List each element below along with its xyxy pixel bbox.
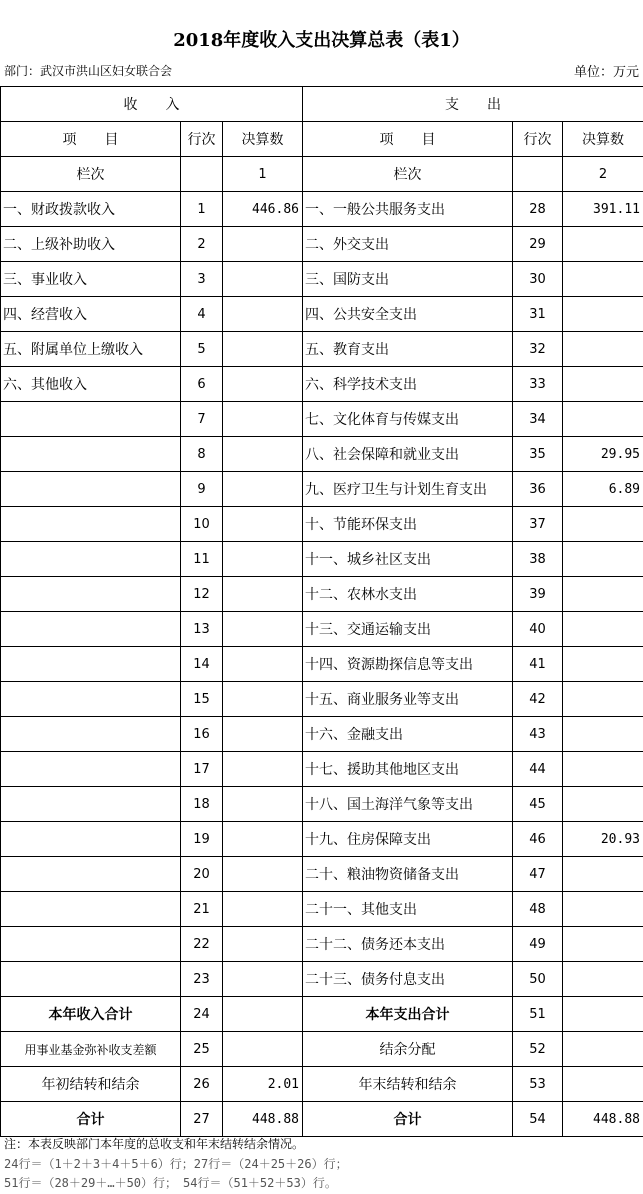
income-line-cell: 4 [181,297,223,332]
expense-amount-cell: 6.89 [563,472,643,507]
income-line-cell: 20 [181,857,223,892]
header-row-index [1,157,643,192]
expense-line-cell: 32 [513,332,563,367]
income-item-cell [1,402,181,437]
table-row [1,262,643,297]
income-item-cell: 二、上级补助收入 [1,227,181,262]
expense-amount-cell [563,752,643,787]
income-line-cell: 23 [181,962,223,997]
income-item-cell [1,682,181,717]
income-line-cell: 19 [181,822,223,857]
income-item-cell [1,752,181,787]
expense-amount-cell [563,787,643,822]
expense-amount-cell [563,962,643,997]
expense-item-cell: 二十三、债务付息支出 [303,962,513,997]
report-title: 2018年度收入支出决算总表（表1） [173,30,470,51]
income-amount-cell [223,787,303,822]
expense-item-cell: 十三、交通运输支出 [303,612,513,647]
income-line-cell: 21 [181,892,223,927]
expense-line-cell: 46 [513,822,563,857]
expense-line-cell: 36 [513,472,563,507]
income-amount-cell [223,962,303,997]
expense-column-row-label: 栏次 [303,157,513,192]
income-amount-cell [223,227,303,262]
expense-amount-cell: 20.93 [563,822,643,857]
income-item-cell [1,717,181,752]
expense-amount-cell [563,927,643,962]
expense-amount-header: 决算数 [563,122,643,157]
expense-item-cell: 十二、农林水支出 [303,577,513,612]
income-line-cell: 13 [181,612,223,647]
income-line-cell: 1 [181,192,223,227]
expense-item-cell: 十九、住房保障支出 [303,822,513,857]
income-amount-cell [223,297,303,332]
income-line-cell: 6 [181,367,223,402]
income-grand-total-amount: 448.88 [223,1102,303,1137]
table-row [1,787,643,822]
expense-line-cell: 47 [513,857,563,892]
expense-line-empty [513,157,563,192]
begin-balance-line: 26 [181,1067,223,1102]
table-row [1,297,643,332]
income-amount-cell [223,367,303,402]
department-label: 部门：武汉市洪山区妇女联合会 [4,64,173,78]
begin-balance-label: 年初结转和结余 [1,1067,181,1102]
table-row [1,752,643,787]
table-row [1,857,643,892]
expense-item-cell: 二十二、债务还本支出 [303,927,513,962]
income-column-number: 1 [223,157,303,192]
income-amount-cell [223,647,303,682]
income-item-cell [1,437,181,472]
income-item-cell [1,857,181,892]
income-amount-cell [223,857,303,892]
table-row [1,647,643,682]
income-line-cell: 5 [181,332,223,367]
expense-item-cell: 十六、金融支出 [303,717,513,752]
unit-label: 单位：万元 [573,65,639,80]
expense-line-header: 行次 [513,122,563,157]
expense-line-cell: 42 [513,682,563,717]
expense-amount-cell [563,332,643,367]
income-item-cell: 六、其他收入 [1,367,181,402]
footnote-formula-2: 51行＝（28＋29＋…＋50）行； 54行＝（51＋52＋53）行。 [4,1176,337,1190]
income-grand-total-line: 27 [181,1102,223,1137]
expense-item-cell: 十、节能环保支出 [303,507,513,542]
expense-total-label: 本年支出合计 [303,997,513,1032]
table-row [1,332,643,367]
table-row [1,892,643,927]
expense-line-cell: 34 [513,402,563,437]
expense-amount-cell [563,227,643,262]
income-line-cell: 12 [181,577,223,612]
expense-line-cell: 37 [513,507,563,542]
expense-amount-cell: 29.95 [563,437,643,472]
income-amount-cell [223,332,303,367]
expense-line-cell: 41 [513,647,563,682]
expense-amount-cell [563,577,643,612]
income-amount-cell [223,507,303,542]
expense-item-cell: 七、文化体育与传媒支出 [303,402,513,437]
income-total-label: 本年收入合计 [1,997,181,1032]
expense-line-cell: 38 [513,542,563,577]
expense-line-cell: 29 [513,227,563,262]
end-balance-amount [563,1067,643,1102]
expense-line-cell: 33 [513,367,563,402]
income-line-cell: 22 [181,927,223,962]
footnote-description: 注：本表反映部门本年度的总收支和年末结转结余情况。 [4,1137,305,1151]
income-grand-total-label: 合计 [1,1102,181,1137]
income-amount-cell [223,577,303,612]
income-amount-header: 决算数 [223,122,303,157]
income-item-cell [1,962,181,997]
grand-total-row [1,1102,643,1137]
table-row [1,962,643,997]
table-row [1,192,643,227]
expense-amount-cell [563,402,643,437]
expense-item-cell: 六、科学技术支出 [303,367,513,402]
table-row [1,367,643,402]
income-amount-cell [223,717,303,752]
income-line-cell: 9 [181,472,223,507]
income-item-cell [1,542,181,577]
income-line-cell: 10 [181,507,223,542]
income-line-cell: 14 [181,647,223,682]
income-amount-cell [223,927,303,962]
table-row [1,822,643,857]
income-amount-cell [223,402,303,437]
income-section-header: 收 入 [1,87,303,122]
income-amount-cell: 446.86 [223,192,303,227]
table-row [1,437,643,472]
income-total-line: 24 [181,997,223,1032]
income-line-header: 行次 [181,122,223,157]
footnote-formula-1: 24行＝（1＋2＋3＋4＋5＋6）行；27行＝（24＋25＋26）行； [4,1157,348,1171]
surplus-distribution-line: 52 [513,1032,563,1067]
expense-total-line: 51 [513,997,563,1032]
expense-line-cell: 28 [513,192,563,227]
expense-line-cell: 49 [513,927,563,962]
expense-line-cell: 50 [513,962,563,997]
expense-item-cell: 十一、城乡社区支出 [303,542,513,577]
income-column-row-label: 栏次 [1,157,181,192]
expense-line-cell: 39 [513,577,563,612]
income-item-cell [1,822,181,857]
income-line-cell: 7 [181,402,223,437]
expense-item-cell: 九、医疗卫生与计划生育支出 [303,472,513,507]
expense-item-header: 项 目 [303,122,513,157]
income-item-cell [1,647,181,682]
begin-balance-amount: 2.01 [223,1067,303,1102]
header-row-section [1,87,643,122]
expense-item-cell: 十五、商业服务业等支出 [303,682,513,717]
expense-item-cell: 二、外交支出 [303,227,513,262]
income-total-amount [223,997,303,1032]
expense-item-cell: 三、国防支出 [303,262,513,297]
expense-line-cell: 30 [513,262,563,297]
surplus-distribution-label: 结余分配 [303,1032,513,1067]
table-row [1,402,643,437]
expense-grand-total-label: 合计 [303,1102,513,1137]
income-amount-cell [223,892,303,927]
income-line-cell: 2 [181,227,223,262]
budget-table [0,86,643,1137]
expense-amount-cell [563,717,643,752]
expense-amount-cell [563,367,643,402]
income-line-cell: 3 [181,262,223,297]
income-item-cell: 五、附属单位上缴收入 [1,332,181,367]
income-item-cell: 四、经营收入 [1,297,181,332]
expense-amount-cell [563,612,643,647]
income-amount-cell [223,542,303,577]
table-row [1,472,643,507]
income-item-cell: 三、事业收入 [1,262,181,297]
income-line-cell: 8 [181,437,223,472]
income-item-cell [1,577,181,612]
income-amount-cell [223,682,303,717]
table-row [1,927,643,962]
header-row-columns [1,122,643,157]
table-row [1,577,643,612]
income-item-cell: 一、财政拨款收入 [1,192,181,227]
income-line-cell: 17 [181,752,223,787]
expense-amount-cell [563,542,643,577]
income-item-cell [1,892,181,927]
expense-item-cell: 十七、援助其他地区支出 [303,752,513,787]
income-line-cell: 15 [181,682,223,717]
expense-item-cell: 一、一般公共服务支出 [303,192,513,227]
expense-item-cell: 四、公共安全支出 [303,297,513,332]
income-item-cell [1,787,181,822]
income-item-cell [1,927,181,962]
income-line-cell: 18 [181,787,223,822]
expense-line-cell: 35 [513,437,563,472]
expense-amount-cell: 391.11 [563,192,643,227]
annual-total-row [1,997,643,1032]
expense-item-cell: 十八、国土海洋气象等支出 [303,787,513,822]
income-amount-cell [223,822,303,857]
expense-item-cell: 二十、粮油物资储备支出 [303,857,513,892]
table-row [1,717,643,752]
income-line-cell: 16 [181,717,223,752]
income-item-header: 项 目 [1,122,181,157]
fund-gap-line: 25 [181,1032,223,1067]
expense-amount-cell [563,892,643,927]
expense-line-cell: 31 [513,297,563,332]
income-amount-cell [223,752,303,787]
income-amount-cell [223,472,303,507]
table-row [1,612,643,647]
table-row [1,682,643,717]
expense-amount-cell [563,262,643,297]
expense-total-amount [563,997,643,1032]
expense-line-cell: 45 [513,787,563,822]
expense-amount-cell [563,297,643,332]
income-item-cell [1,612,181,647]
income-amount-cell [223,437,303,472]
expense-column-number: 2 [563,157,643,192]
income-item-cell [1,507,181,542]
expense-grand-total-amount: 448.88 [563,1102,643,1137]
expense-item-cell: 十四、资源勘探信息等支出 [303,647,513,682]
expense-amount-cell [563,647,643,682]
expense-amount-cell [563,857,643,892]
expense-amount-cell [563,682,643,717]
expense-line-cell: 40 [513,612,563,647]
table-row [1,542,643,577]
expense-item-cell: 二十一、其他支出 [303,892,513,927]
expense-section-header: 支 出 [303,87,643,122]
table-row [1,227,643,262]
expense-line-cell: 48 [513,892,563,927]
expense-item-cell: 八、社会保障和就业支出 [303,437,513,472]
balance-row [1,1067,643,1102]
income-line-cell: 11 [181,542,223,577]
income-item-cell [1,472,181,507]
surplus-distribution-amount [563,1032,643,1067]
income-line-empty [181,157,223,192]
fund-gap-label: 用事业基金弥补收支差额 [1,1032,181,1067]
end-balance-line: 53 [513,1067,563,1102]
table-row [1,507,643,542]
end-balance-label: 年末结转和结余 [303,1067,513,1102]
expense-line-cell: 43 [513,717,563,752]
fund-gap-amount [223,1032,303,1067]
expense-grand-total-line: 54 [513,1102,563,1137]
fund-gap-row [1,1032,643,1067]
expense-item-cell: 五、教育支出 [303,332,513,367]
income-amount-cell [223,612,303,647]
expense-line-cell: 44 [513,752,563,787]
income-amount-cell [223,262,303,297]
expense-amount-cell [563,507,643,542]
